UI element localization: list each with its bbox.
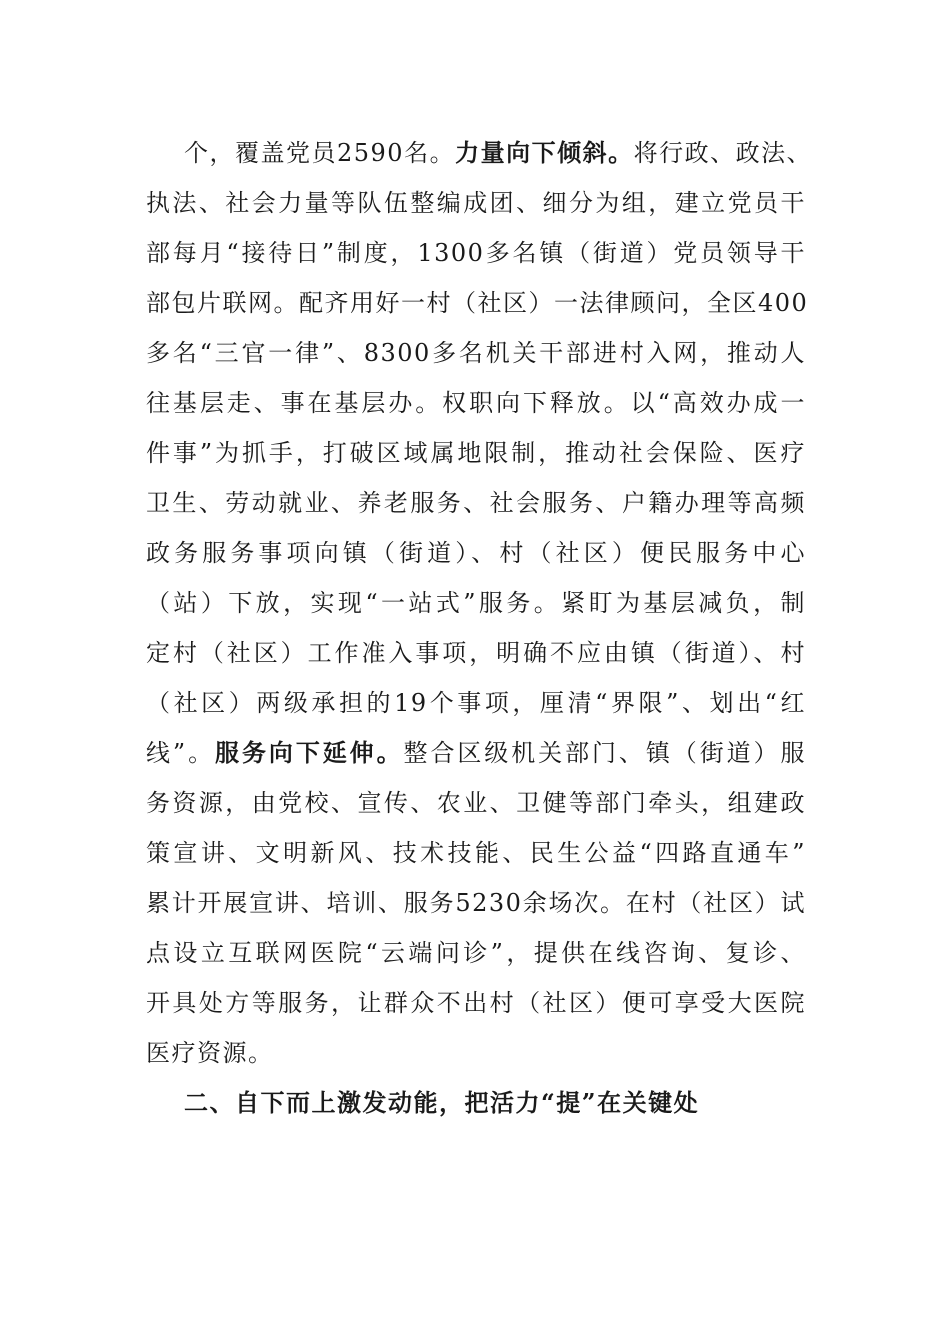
bold-phrase: 服务向下延伸。 bbox=[215, 738, 404, 767]
text-run: 个，覆盖党员2590名。 bbox=[184, 139, 456, 167]
text-line bbox=[146, 428, 806, 478]
text-line bbox=[146, 128, 813, 178]
text-run: 政务服务事项向镇（街道）、村（社区）便民服务中心 bbox=[146, 539, 806, 567]
text-run: 线”。 bbox=[146, 739, 216, 767]
text-run: 卫生、劳动就业、养老服务、社会服务、户籍办理等高频 bbox=[146, 489, 806, 517]
text-run: 整合区级机关部门、镇（街道）服 bbox=[403, 739, 806, 767]
text-run: 务资源，由党校、宣传、农业、卫健等部门牵头，组建政 bbox=[146, 789, 806, 817]
text-run: 开具处方等服务，让群众不出村（社区）便可享受大医院 bbox=[146, 989, 806, 1017]
text-line bbox=[146, 878, 806, 928]
text-line bbox=[146, 828, 806, 878]
text-run: 策宣讲、文明新风、技术技能、民生公益“四路直通车” bbox=[146, 839, 806, 867]
text-line bbox=[146, 228, 806, 278]
text-run: 累计开展宣讲、培训、服务5230余场次。在村（社区）试 bbox=[146, 889, 806, 917]
text-run: 多名“三官一律”、8300多名机关干部进村入网，推动人 bbox=[146, 339, 806, 367]
text-line bbox=[146, 778, 806, 828]
text-run: 医疗资源。 bbox=[146, 1039, 274, 1067]
text-run: 将行政、政法、 bbox=[633, 139, 813, 167]
text-line bbox=[146, 678, 806, 728]
text-line bbox=[146, 278, 809, 328]
text-line bbox=[146, 578, 806, 628]
text-run: 往基层走、事在基层办。权职向下释放。以“高效办成一 bbox=[146, 389, 806, 417]
text-line bbox=[146, 378, 806, 428]
text-line bbox=[146, 328, 806, 378]
section-heading: 二、自下而上激发动能，把活力“提”在关键处 bbox=[184, 1088, 700, 1117]
text-line bbox=[146, 1028, 806, 1078]
text-line bbox=[146, 178, 806, 228]
text-line bbox=[146, 928, 806, 978]
text-line bbox=[146, 978, 806, 1028]
text-run: 部每月“接待日”制度，1300多名镇（街道）党员领导干 bbox=[146, 239, 806, 267]
text-line bbox=[146, 728, 806, 778]
text-run: 部包片联网。配齐用好一村（社区）一法律顾问，全区400 bbox=[146, 289, 809, 317]
text-line bbox=[146, 628, 806, 678]
text-run: 点设立互联网医院“云端问诊”，提供在线咨询、复诊、 bbox=[146, 939, 806, 967]
text-run: 件事”为抓手，打破区域属地限制，推动社会保险、医疗 bbox=[146, 439, 806, 467]
bold-phrase: 力量向下倾斜。 bbox=[455, 138, 634, 167]
body-paragraph bbox=[146, 128, 813, 1078]
text-run: （社区）两级承担的19个事项，厘清“界限”、划出“红 bbox=[146, 689, 806, 717]
text-run: 定村（社区）工作准入事项，明确不应由镇（街道）、村 bbox=[146, 639, 806, 667]
text-line bbox=[146, 478, 806, 528]
text-run: 执法、社会力量等队伍整编成团、细分为组，建立党员干 bbox=[146, 189, 806, 217]
text-line bbox=[146, 528, 806, 578]
text-run: （站）下放，实现“一站式”服务。紧盯为基层减负，制 bbox=[146, 589, 806, 617]
